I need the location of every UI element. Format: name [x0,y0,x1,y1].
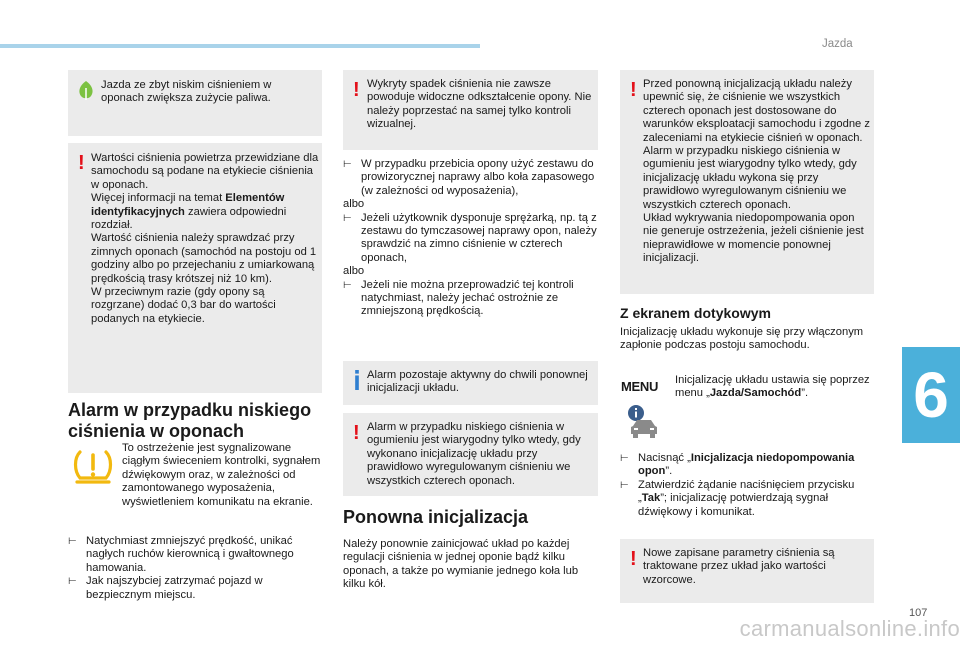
low-pressure-alarm-heading: Alarm w przypadku niskiego ciśnienia w oponach [68,400,312,441]
menu-instruction [675,374,875,401]
list-item-text: Jeżeli użytkownik dysponuje sprężarką, np. tą z zestawu do tymczasowej naprawy opon, należy sprawdzić na zimno ciśnienie w czterech oponach, [361,211,597,264]
warning-exclamation-icon: ! [630,79,637,101]
step1-text-a: Nacisnąć „ [638,452,691,464]
or-separator: albo [343,265,365,278]
bullet-arrow-icon: ⊢ [620,479,629,491]
warning-exclamation-icon: ! [78,152,85,174]
reliability-warning-text: Alarm w przypadku niskiego ciśnienia w ogumieniu jest wiarygodny tylko wtedy, gdy wykonano inicjalizację układu przy prawidłowo wyregulowanym ciśnieniu we wszystkich czterech oponach. [367,421,581,487]
eco-note-text: Jazda ze zbyt niskim ciśnieniem w oponach zwiększa zużycie paliwa. [101,79,272,105]
warning-line-1: Przed ponowną inicjalizacją układu należy upewnić się, że ciśnienie we wszystkich czterech oponach jest dostosowane do warunków eksploatacji samochodu i zgodne z zaleceniami na etykiecie ciśnień w oponach. [643,78,870,144]
list-item-text: Jeżeli nie można przeprowadzić tej kontroli natychmiast, należy jechać ostrożnie ze zmniejszoną prędkością. [361,278,574,318]
warning-exclamation-icon: ! [630,548,637,570]
list-item [620,479,874,519]
reference-values-warning-box [620,539,874,603]
header-accent-bar [0,44,480,48]
warning-line-3: Wartość ciśnienia należy sprawdzać przy zimnych oponach (samochód na postoju od 1 godziny albo po przejechaniu z umiarkowaną prędkością trasy krótszej niż 10 km). [91,232,317,285]
step2-text-c: ”; inicjalizację potwierdzają sygnał dźwiękowy i komunikat. [638,492,829,518]
warning-exclamation-icon: ! [353,79,360,101]
pressure-warning-box [68,143,322,393]
menu-text-c: ”. [801,387,809,400]
list-item [343,158,598,198]
car-info-icon [626,404,662,440]
bullet-arrow-icon: ⊢ [68,536,77,547]
warning-line-4: W przeciwnym razie (gdy opony są rozgrzane) dodać 0,3 bar do wartości podanych na etykiecie. [91,286,276,325]
reference-values-warning-text: Nowe zapisane parametry ciśnienia są traktowane przez układ jako wartości wzorcowe. [643,547,835,586]
bullet-arrow-icon: ⊢ [343,212,352,224]
eco-leaf-icon [77,80,95,102]
identification-link: Elementów identyfikacyjnych [91,192,285,218]
list-item [620,452,874,479]
bullet-arrow-icon: ⊢ [343,159,352,170]
page-number: 107 [909,607,928,619]
list-item [68,535,322,575]
info-icon [352,370,362,390]
touchscreen-steps-list [620,452,874,519]
list-item [68,575,322,602]
list-item [343,279,598,319]
warning-exclamation-icon: ! [353,422,360,444]
reinitialisation-heading: Ponowna inicjalizacja [343,507,529,527]
or-separator: albo [343,198,365,211]
warning-line-2a: Więcej informacji na temat [91,192,226,205]
bullet-arrow-icon: ⊢ [620,453,629,464]
menu-key-label: MENU [621,379,659,394]
step2-text-a: Zatwierdzić żądanie naciśnięciem przycisku „ [638,478,855,505]
warning-line-3: Układ wykrywania niedopompowania opon nie generuje ostrzeżenia, jeżeli ciśnienie jest nieprawidłowe w momencie ponownej inicjalizacji. [643,212,864,265]
alarm-description: To ostrzeżenie jest sygnalizowane ciągłym świeceniem kontrolki, sygnałem dźwiękowym oraz, w zależności od zamontowanego wyposażenia, wyświetleniem komunikatu na ekranie. [122,442,321,508]
tyre-pressure-alert-icon [72,447,114,485]
bullet-arrow-icon: ⊢ [68,576,77,588]
before-reset-warning-text [643,78,871,266]
eco-note-box [68,70,322,136]
reinitialisation-paragraph: Należy ponownie zainicjować układ po każdej regulacji ciśnienia w jednej oponie bądź kilku oponach, a także po wymianie jednego koła lub kilku kół. [343,538,579,591]
list-item-text: Natychmiast zmniejszyć prędkość, unikać nagłych ruchów kierownicą i gwałtownego hamowania. [86,535,294,574]
step1-option: Inicjalizacja niedopompowania opon [638,452,855,478]
warning-line-1: Wartości ciśnienia powietrza przewidziane dla samochodu są podane na etykiecie ciśnienia w oponach. [91,152,319,191]
menu-text-a: Inicjalizację układu ustawia się poprzez menu „ [675,374,870,400]
alarm-actions-list [68,535,322,602]
visual-check-warning-box [343,70,598,150]
watermark: carmanualsonline.info [739,616,960,641]
step2-option: Tak [641,492,661,505]
info-note-box [343,361,598,405]
step1-text-c: ”. [665,465,673,478]
bullet-arrow-icon: ⊢ [343,279,352,291]
list-item-text: Jak najszybciej zatrzymać pojazd w bezpiecznym miejscu. [86,575,263,601]
puncture-actions-list [343,158,598,319]
chapter-number-tab: 6 [902,347,960,443]
list-item [343,212,598,266]
pressure-warning-text [91,152,319,326]
touchscreen-heading: Z ekranem dotykowym [620,305,771,321]
info-note-text: Alarm pozostaje aktywny do chwili ponownej inicjalizacji układu. [367,369,588,395]
warning-line-2 [91,192,319,232]
touchscreen-intro: Inicjalizację układu wykonuje się przy włączonym zapłonie podczas postoju samochodu. [620,326,864,352]
before-reset-warning-box [620,70,874,294]
warning-line-2c: zawiera odpowiedni rozdział. [91,205,287,232]
menu-path: Jazda/Samochód [709,387,802,400]
list-item-text: W przypadku przebicia opony użyć zestawu do prowizorycznej naprawy albo koła zapasowego (w zależności od wyposażenia), [361,158,595,197]
visual-check-warning-text: Wykryty spadek ciśnienia nie zawsze powoduje widoczne odkształcenie opony. Nie należy poprzestać na samej tylko kontroli wizualnej. [367,78,592,131]
reliability-warning-box [343,413,598,496]
section-title: Jazda [822,38,853,50]
warning-line-2: Alarm w przypadku niskiego ciśnienia w ogumieniu jest wiarygodny tylko wtedy, gdy inicjalizację układu wykona się przy prawidłowo wyregulowanym ciśnieniu we wszystkich czterech oponach. [643,145,857,211]
